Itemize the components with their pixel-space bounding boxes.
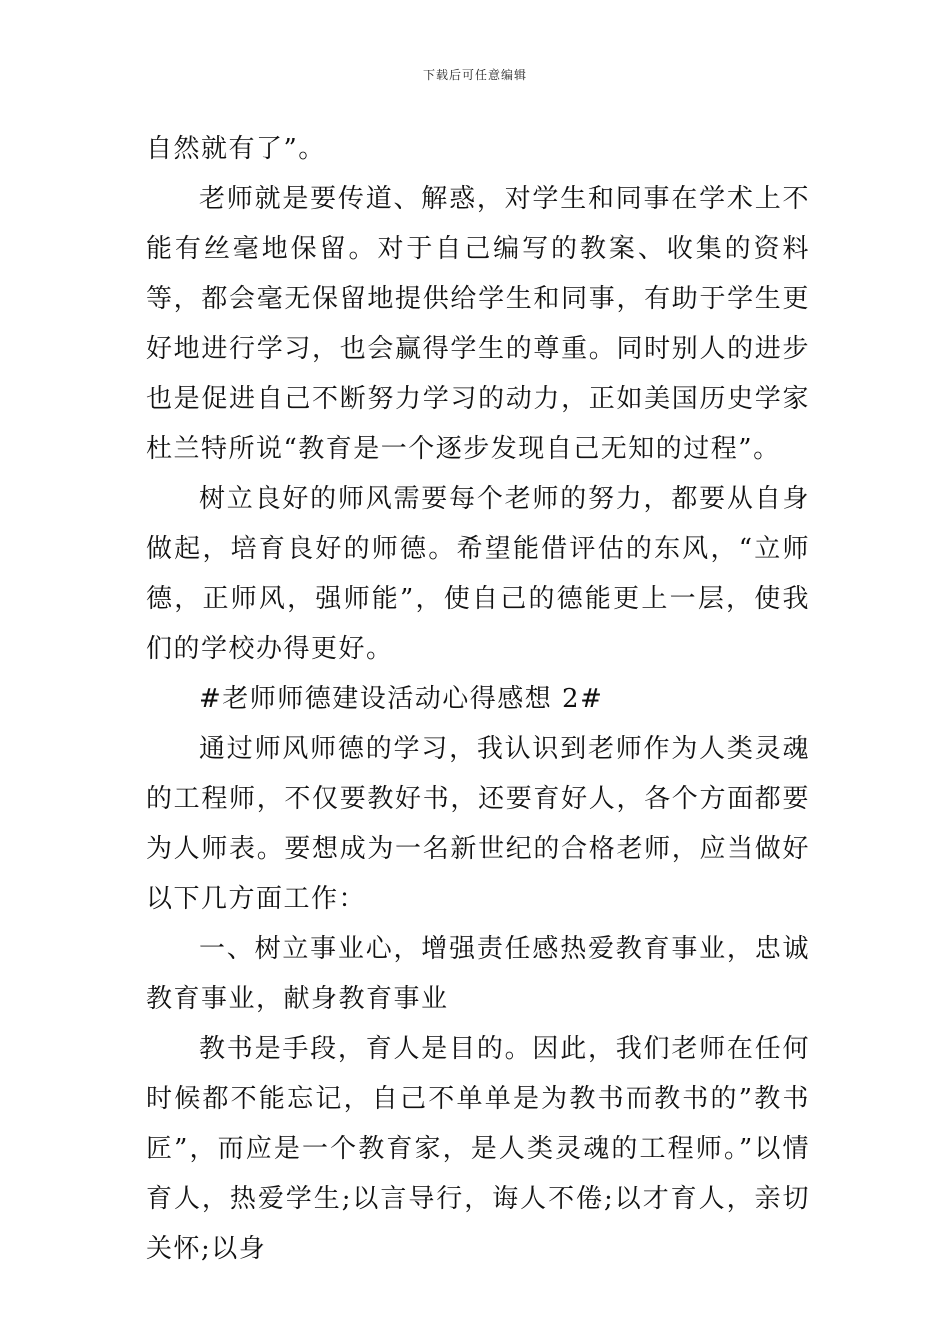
paragraph-4: 通过师风师德的学习，我认识到老师作为人类灵魂的工程师，不仅要教好书，还要育好人，各个方面都要为人师表。要想成为一名新世纪的合格老师，应当做好以下几方面工作： (146, 734, 810, 914)
paragraph-1: 自然就有了”。 (146, 134, 326, 164)
header-note: 下载后可任意编辑 (422, 68, 527, 82)
section-heading: #老师师德建设活动心得感想 2# (199, 684, 604, 714)
paragraph-6: 教书是手段，育人是目的。因此，我们老师在任何时候都不能忘记，自己不单单是为教书而教书的”教书匠”，而应是一个教育家，是人类灵魂的工程师。”以情育人，热爱学生;以言导行，诲人不倦;以才育人，亲切关怀;以身 (146, 1034, 810, 1264)
paragraph-3: 树立良好的师风需要每个老师的努力，都要从自身做起，培育良好的师德。希望能借评估的东风，“立师德，正师风，强师能”，使自己的德能更上一层，使我们的学校办得更好。 (146, 484, 810, 664)
paragraph-2: 老师就是要传道、解惑，对学生和同事在学术上不能有丝毫地保留。对于自己编写的教案、收集的资料等，都会毫无保留地提供给学生和同事，有助于学生更好地进行学习，也会赢得学生的尊重。同时别人的进步也是促进自己不断努力学习的动力，正如美国历史学家杜兰特所说“教育是一个逐步发现自己无知的过程”。 (146, 184, 810, 464)
paragraph-5: 一、树立事业心，增强责任感热爱教育事业，忠诚教育事业，献身教育事业 (146, 934, 810, 1014)
document-body (146, 124, 810, 1274)
